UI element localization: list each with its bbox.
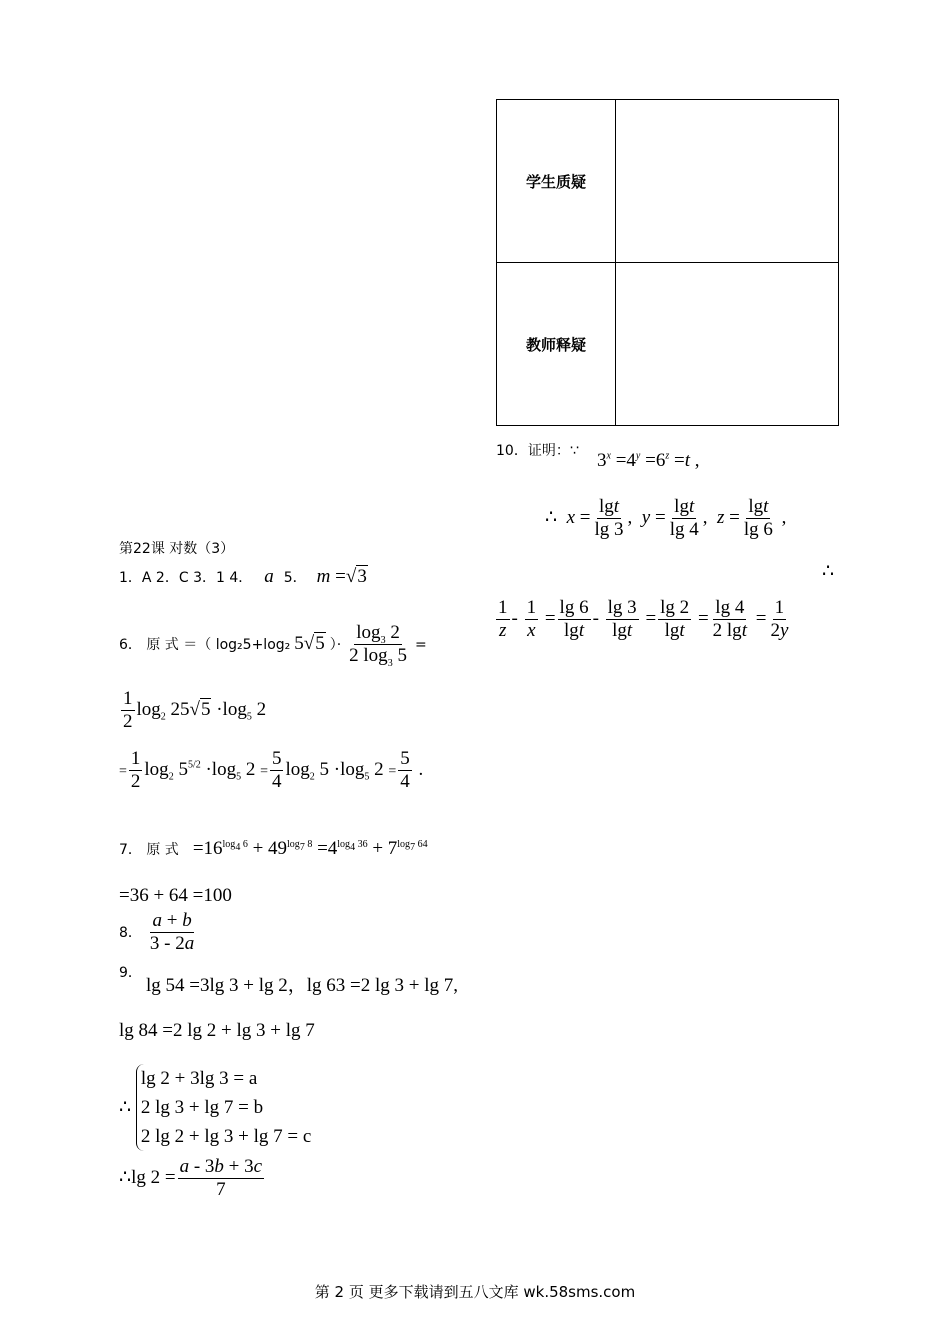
q9-line1: lg 54 =3lg 3 + lg 2，lg 63 =2 lg 3 + lg 7, (146, 975, 459, 996)
q9-line2: lg 84 =2 lg 2 + lg 3 + lg 7 (119, 1020, 315, 1041)
q8-line: 8． $\frac{a + b}{3 - 2a}$ (119, 910, 195, 954)
q10-xyz-line: ∴ x = $\frac{\lg t}{\lg 3}$ , y = $\frac{\lg t}{\lg 4}$ , z = $\frac{\lg t}{\lg 6}$ , (545, 496, 787, 540)
q7-result: =36 + 64 =100 (119, 885, 232, 906)
q10-conclusion: $\frac{1}{z}$ - $\frac{1}{x}$ = $\frac{\lg 6}{\lg t}$ - $\frac{\lg 3}{\lg t}$ = $\frac{\lg 2}{\lg t}$ = $\frac{\lg 4}{2 \lg t}$ = $\frac{1}{2y}$ (498, 597, 789, 641)
m-equals: m =√3 (316, 566, 367, 587)
answers-line1: 1．A 2．C 3．1 4． a 5． m =√3 (119, 566, 367, 587)
teacher-answer-label: 教师释疑 (497, 263, 616, 426)
q6-line1: 6． 原 式 ＝（ log₂5+log₂ 5√5 ）· $\frac{\log_3 2}{2 \log_3 5}$ = (119, 622, 427, 669)
q7-line1: 7． 原 式 $=16^{log_4 6} + 49^{log_7 8} =4^{log_4 36} + 7^{log_7 64}$ (119, 838, 428, 859)
student-question-label: 学生质疑 (497, 100, 616, 263)
student-question-cell (616, 100, 839, 263)
q6-line3: = $\frac{1}{2}$ $\log_2 5^{5/2} \cdot\log_5$ 2 = $\frac{5}{4}$ $\log_2 5 \cdot\log_5$ 2 = $\frac{5}{4}$ . (119, 748, 424, 792)
q9-final: ∴lg 2 = $\frac{a - 3b + 3c}{7}$ (119, 1156, 263, 1200)
therefore-symbol-2: ∴ (822, 561, 835, 582)
q9-label: 9． (119, 965, 142, 981)
teacher-answer-cell (616, 263, 839, 426)
qa-table (496, 99, 839, 426)
q9-system: ∴ lg 2 + 3lg 3 = a 2 lg 3 + lg 7 = b 2 lg 2 + lg 3 + lg 7 = c (119, 1064, 311, 1151)
section-title: 第22课 对数（3） (119, 541, 235, 557)
therefore-symbol: ∴ (545, 506, 558, 528)
page-footer: 第 2 页 更多下载请到五八文库 wk.58sms.com (314, 1283, 636, 1301)
equation-system: lg 2 + 3lg 3 = a 2 lg 3 + lg 7 = b 2 lg 2 + lg 3 + lg 7 = c (136, 1064, 311, 1151)
q10-label: 10．证明：∵ (496, 443, 579, 459)
q10-equation: $3^x =4^y =6^z =t$ , (597, 450, 700, 471)
q6-line2: $\frac{1}{2}$ $\log_2 25√5 \cdot\log_5$ 2 (123, 688, 267, 732)
